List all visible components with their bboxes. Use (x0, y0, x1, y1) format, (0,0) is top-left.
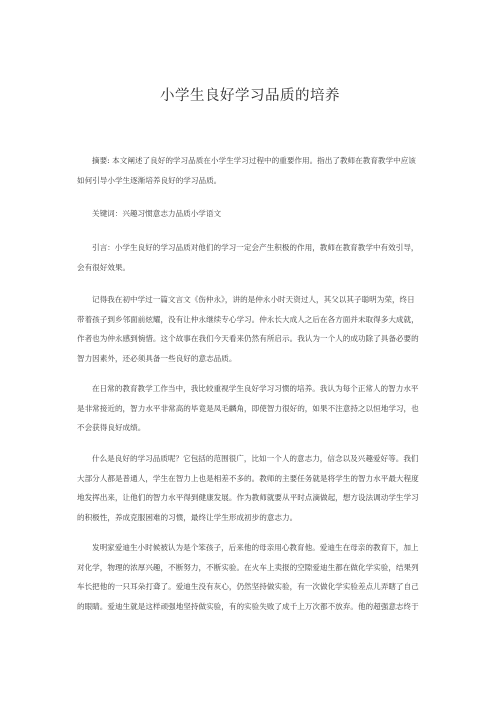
body-paragraph-2 (62, 379, 442, 438)
page-title: 小学生良好学习品质的培养 (160, 88, 340, 104)
body-paragraph-1 (62, 290, 442, 368)
para4-line-2: 对化学，物理的浓厚兴趣，不断努力，不断实验。在火车上卖报的空隙爱迪生都在做化学实验，结果列 (77, 562, 419, 572)
intro-line-1: 引言：小学生良好的学习品质对他们的学习一定会产生积极的作用，教师在教育教学中有效引导， (92, 243, 419, 252)
para1-line-3: 作者也为仲永感到惋惜。这个故事在我们今天看来仍然有所启示。我认为一个人的成功除了具备必要的 (77, 334, 419, 343)
body-paragraph-4 (62, 538, 442, 616)
keywords-line: 关键词：兴趣习惯意志力品质小学语文 (92, 209, 222, 218)
para4-line-4: 的眼睛。爱迪生就是这样顽强地坚持做实验，有的实验失败了成千上万次都不放弃。他的超强意志终于 (77, 601, 419, 611)
para2-line-3: 不会获得良好成绩。 (77, 423, 146, 432)
para3-line-3: 地发挥出来，让他们的智力水平得到健康发展。作为教师就要从平时点滴做起，想方设法调动学生学习 (77, 493, 419, 502)
para1-line-1: 记得我在初中学过一篇文言文《伤仲永》，讲的是仲永小时天资过人，其父以其子聪明为荣，终日 (92, 295, 415, 304)
para4-line-1: 发明家爱迪生小时候被认为是个笨孩子，后来他的母亲用心教育他。爱迪生在母亲的教育下，加上 (92, 543, 419, 552)
para2-line-2: 是非常接近的，智力水平非常高的毕竟是凤毛麟角，即使智力很好的，如果不注意持之以恒地学习，也 (77, 403, 419, 413)
abstract-paragraph (62, 151, 442, 190)
keywords-paragraph (62, 204, 442, 224)
intro-paragraph (62, 238, 442, 277)
para1-line-4: 智力因素外，还必须具备一些良好的意志品质。 (77, 353, 237, 363)
para3-line-4: 的积极性，养成克服困难的习惯，最终让学生形成初步的意志力。 (77, 512, 298, 522)
body-paragraph-3 (62, 449, 442, 527)
abstract-line-1: 摘要: 本文阐述了良好的学习品质在小学生学习过程中的重要作用。指出了教师在教育教学中应该 (92, 156, 416, 165)
para2-line-1: 在日常的教育教学工作当中，我比较重视学生良好学习习惯的培养。我认为每个正常人的智力水平 (92, 384, 419, 393)
intro-line-2: 会有很好效果。 (77, 262, 131, 272)
para4-line-3: 车长把他的一只耳朵打聋了。爱迪生没有灰心，仍然坚持做实验，有一次做化学实验差点儿弄瞎了自己 (77, 582, 419, 591)
para3-line-1: 什么是良好的学习品质呢？它包括的范围很广，比如一个人的意志力，信念以及兴趣爱好等。我们 (92, 454, 419, 463)
para3-line-2: 大部分人都是普通人，学生在智力上也是相差不多的。教师的主要任务就是将学生的智力水平最大程度 (77, 473, 419, 483)
para1-line-2: 带着孩子到乡邻面前炫耀，没有让仲永继续专心学习。仲永长大成人之后在各方面并未取得多大成就， (77, 314, 419, 324)
abstract-line-2: 如何引导小学生逐渐培养良好的学习品质。 (77, 175, 222, 185)
